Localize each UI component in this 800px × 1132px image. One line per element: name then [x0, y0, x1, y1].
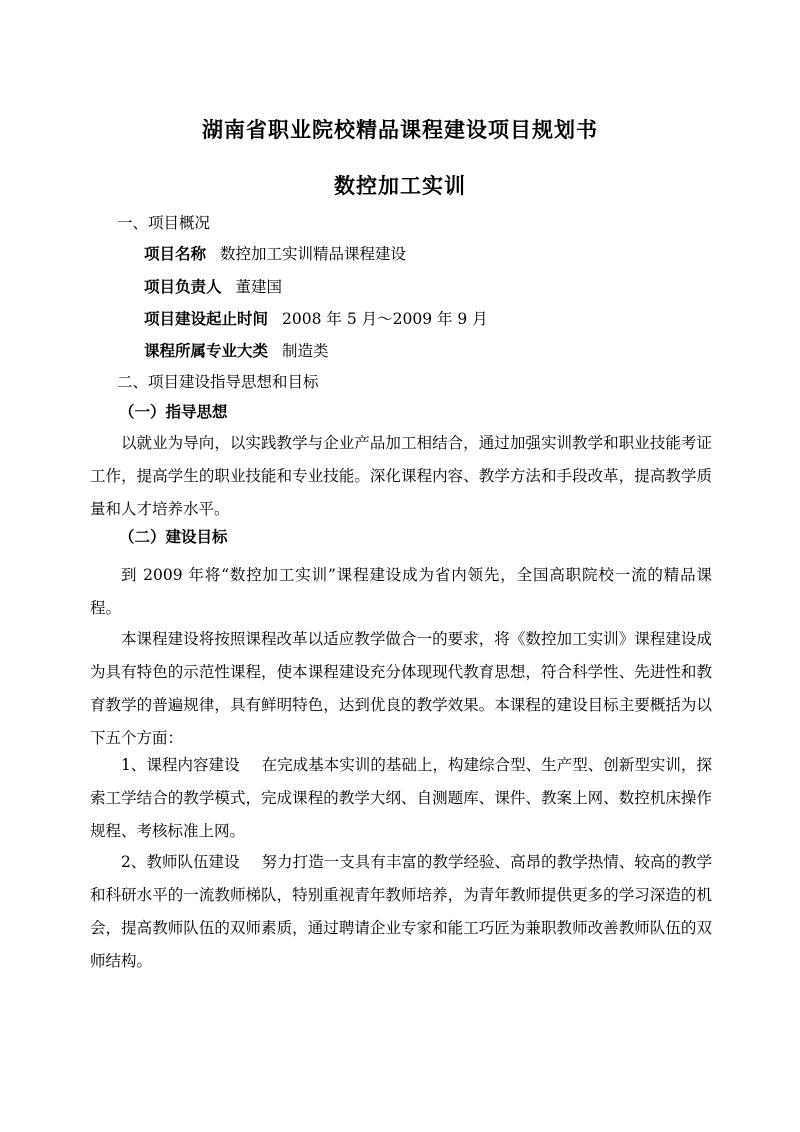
- goal-item-head: 2、教师队伍建设: [121, 853, 240, 871]
- goal-item-1: [90, 749, 712, 848]
- document-title: 湖南省职业院校精品课程建设项目规划书: [202, 117, 598, 142]
- field-label: 项目建设起止时间: [144, 309, 269, 328]
- goal-item-head: 1、课程内容建设: [121, 756, 240, 774]
- field-value: 制造类: [282, 342, 329, 360]
- field-major-category: [144, 341, 329, 361]
- section2-heading: 二、项目建设指导思想和目标: [117, 373, 319, 391]
- field-label: 项目名称: [144, 244, 207, 263]
- section1-heading: 一、项目概况: [117, 214, 211, 232]
- field-project-leader: [144, 277, 282, 297]
- goal-item-2: [90, 846, 712, 978]
- field-label: 项目负责人: [144, 277, 222, 296]
- field-project-name: [144, 244, 406, 264]
- subsection2-heading: （二）建设目标: [119, 527, 228, 546]
- subsection1-heading: （一）指导思想: [119, 402, 228, 421]
- goal-item-body: 在完成基本实训的基础上，构建综合型、生产型、创新型实训，探索工学结合的教学模式，完成课程的教学大纲、自测题库、课件、教案上网、数控机床操作规程、考核标准上网。: [90, 756, 712, 840]
- goal-paragraph-2: 本课程建设将按照课程改革以适应教学做合一的要求，将《数控加工实训》课程建设成为具有特色的示范性课程，使本课程建设充分体现现代教育思想，符合科学性、先进性和教育教学的普遍规律，具有鲜明特色，达到优良的教学效果。本课程的建设目标主要概括为以下五个方面：: [90, 630, 712, 747]
- field-value: 数控加工实训精品课程建设: [220, 245, 407, 263]
- document-subtitle: 数控加工实训: [334, 173, 466, 198]
- field-project-period: [144, 309, 488, 329]
- field-value: 2008 年 5 月～2009 年 9 月: [282, 310, 488, 328]
- field-value: 董建国: [235, 278, 283, 296]
- goal-item-body: 努力打造一支具有丰富的教学经验、高昂的教学热情、较高的教学和科研水平的一流教师梯队，特别重视青年教师培养，为青年教师提供更多的学习深造的机会，提高教师队伍的双师素质，通过聘请企业专家和能工巧匠为兼职教师改善教师队伍的双师结构。: [90, 853, 712, 970]
- guiding-ideology-paragraph: 以就业为导向，以实践教学与企业产品加工相结合，通过加强实训教学和职业技能考证工作，提高学生的职业技能和专业技能。深化课程内容、教学方法和手段改革，提高教学质量和人才培养水平。: [90, 434, 712, 518]
- field-label: 课程所属专业大类: [144, 341, 269, 360]
- goal-paragraph-1: 到 2009 年将“数控加工实训”课程建设成为省内领先，全国高职院校一流的精品课程。: [90, 566, 712, 617]
